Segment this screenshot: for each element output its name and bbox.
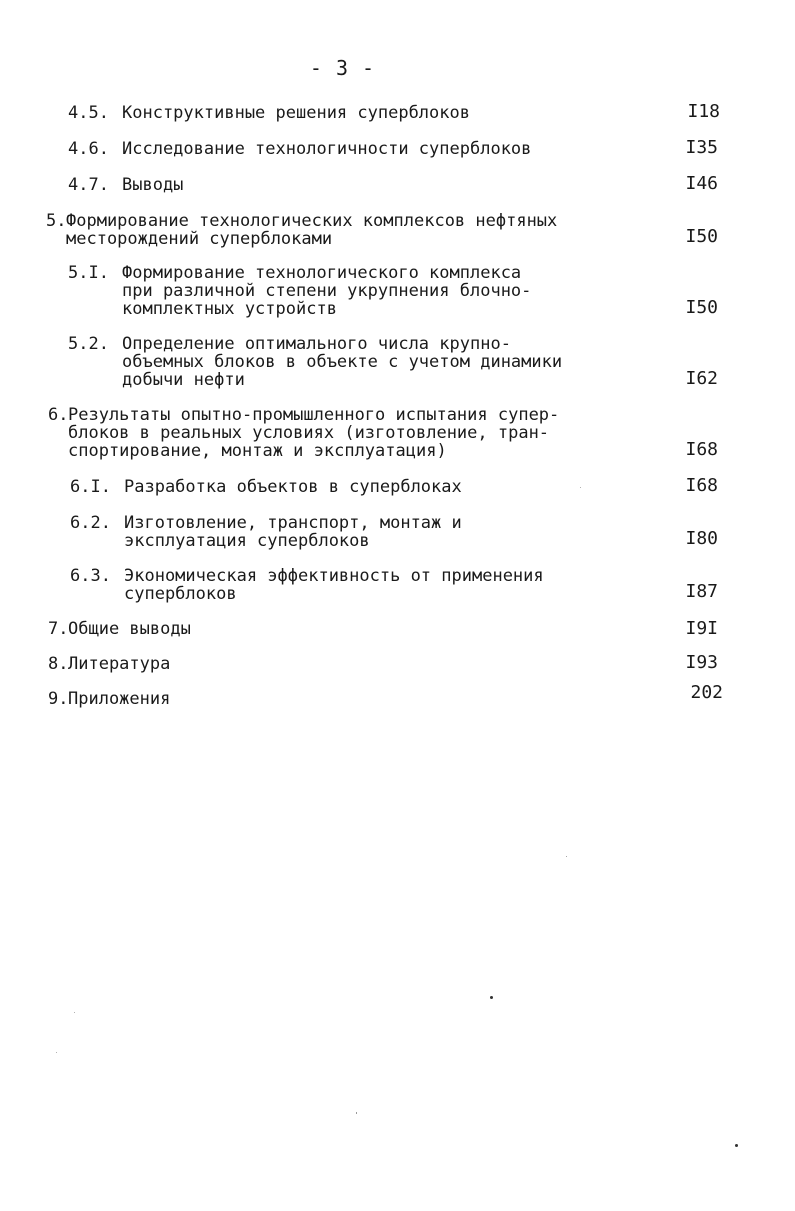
toc-entry-number: 4.7.	[68, 175, 109, 195]
toc-entry-number: 4.6.	[68, 139, 109, 159]
toc-entry-title: Литература	[68, 654, 171, 674]
toc-entry-page: I18	[687, 101, 720, 122]
page-number: - 3 -	[309, 56, 376, 80]
toc-entry-title: Формирование технологического комплекса при различной степени укрупнения блочно- комплектных устройств	[122, 263, 532, 319]
scan-speck	[356, 1112, 357, 1114]
toc-entry-number: 8.	[48, 654, 69, 674]
scan-speck	[735, 1144, 738, 1147]
toc-entry-page: I35	[685, 137, 718, 158]
toc-entry-page: I68	[685, 475, 718, 496]
toc-entry-page: I50	[685, 226, 718, 247]
toc-entry-title: Конструктивные решения суперблоков	[122, 103, 470, 123]
scan-speck	[74, 1012, 75, 1013]
scan-speck	[566, 856, 567, 857]
toc-entry-title: Экономическая эффективность от применения суперблоков	[124, 566, 544, 604]
toc-entry-number: 4.5.	[68, 103, 109, 123]
toc-entry-page: I50	[685, 297, 718, 318]
toc-entry-page: I9I	[685, 618, 718, 639]
toc-entry-title: Разработка объектов в суперблоках	[124, 477, 462, 497]
toc-entry-title: Исследование технологичности суперблоков	[122, 139, 532, 159]
toc-entry-number: 5.I.	[68, 263, 109, 283]
toc-entry-number: 6.3.	[70, 566, 111, 586]
toc-entry-title: Результаты опытно-промышленного испытания супер- блоков в реальных условиях (изготовление, тран- спортирование, монтаж и эксплуатация)	[68, 405, 560, 461]
scan-speck	[56, 1052, 57, 1053]
toc-entry-title: Выводы	[122, 175, 184, 195]
toc-entry-number: 6.I.	[70, 477, 111, 497]
toc-entry-number: 5.	[46, 211, 67, 231]
toc-entry-page: I93	[685, 652, 718, 673]
toc-entry-title: Определение оптимального числа крупно- объемных блоков в объекте с учетом динамики добычи нефти	[122, 334, 563, 390]
toc-entry-page: I80	[685, 528, 718, 549]
toc-entry-number: 7.	[48, 619, 69, 639]
scan-speck	[490, 996, 493, 999]
toc-entry-title: Формирование технологических комплексов нефтяных месторождений суперблоками	[66, 211, 558, 249]
toc-entry-page: I62	[685, 368, 718, 389]
toc-entry-title: Изготовление, транспорт, монтаж и эксплуатация суперблоков	[124, 513, 462, 551]
toc-entry-number: 6.2.	[70, 513, 111, 533]
scan-speck	[580, 487, 581, 488]
toc-entry-number: 6.	[48, 405, 69, 425]
toc-entry-page: I46	[685, 173, 718, 194]
toc-entry-page: I87	[685, 581, 718, 602]
toc-entry-page: 202	[690, 682, 723, 703]
toc-entry-number: 5.2.	[68, 334, 109, 354]
toc-entry-number: 9.	[48, 689, 69, 709]
toc-entry-title: Приложения	[68, 689, 171, 709]
toc-entry-title: Общие выводы	[68, 619, 191, 639]
toc-entry-page: I68	[685, 439, 718, 460]
